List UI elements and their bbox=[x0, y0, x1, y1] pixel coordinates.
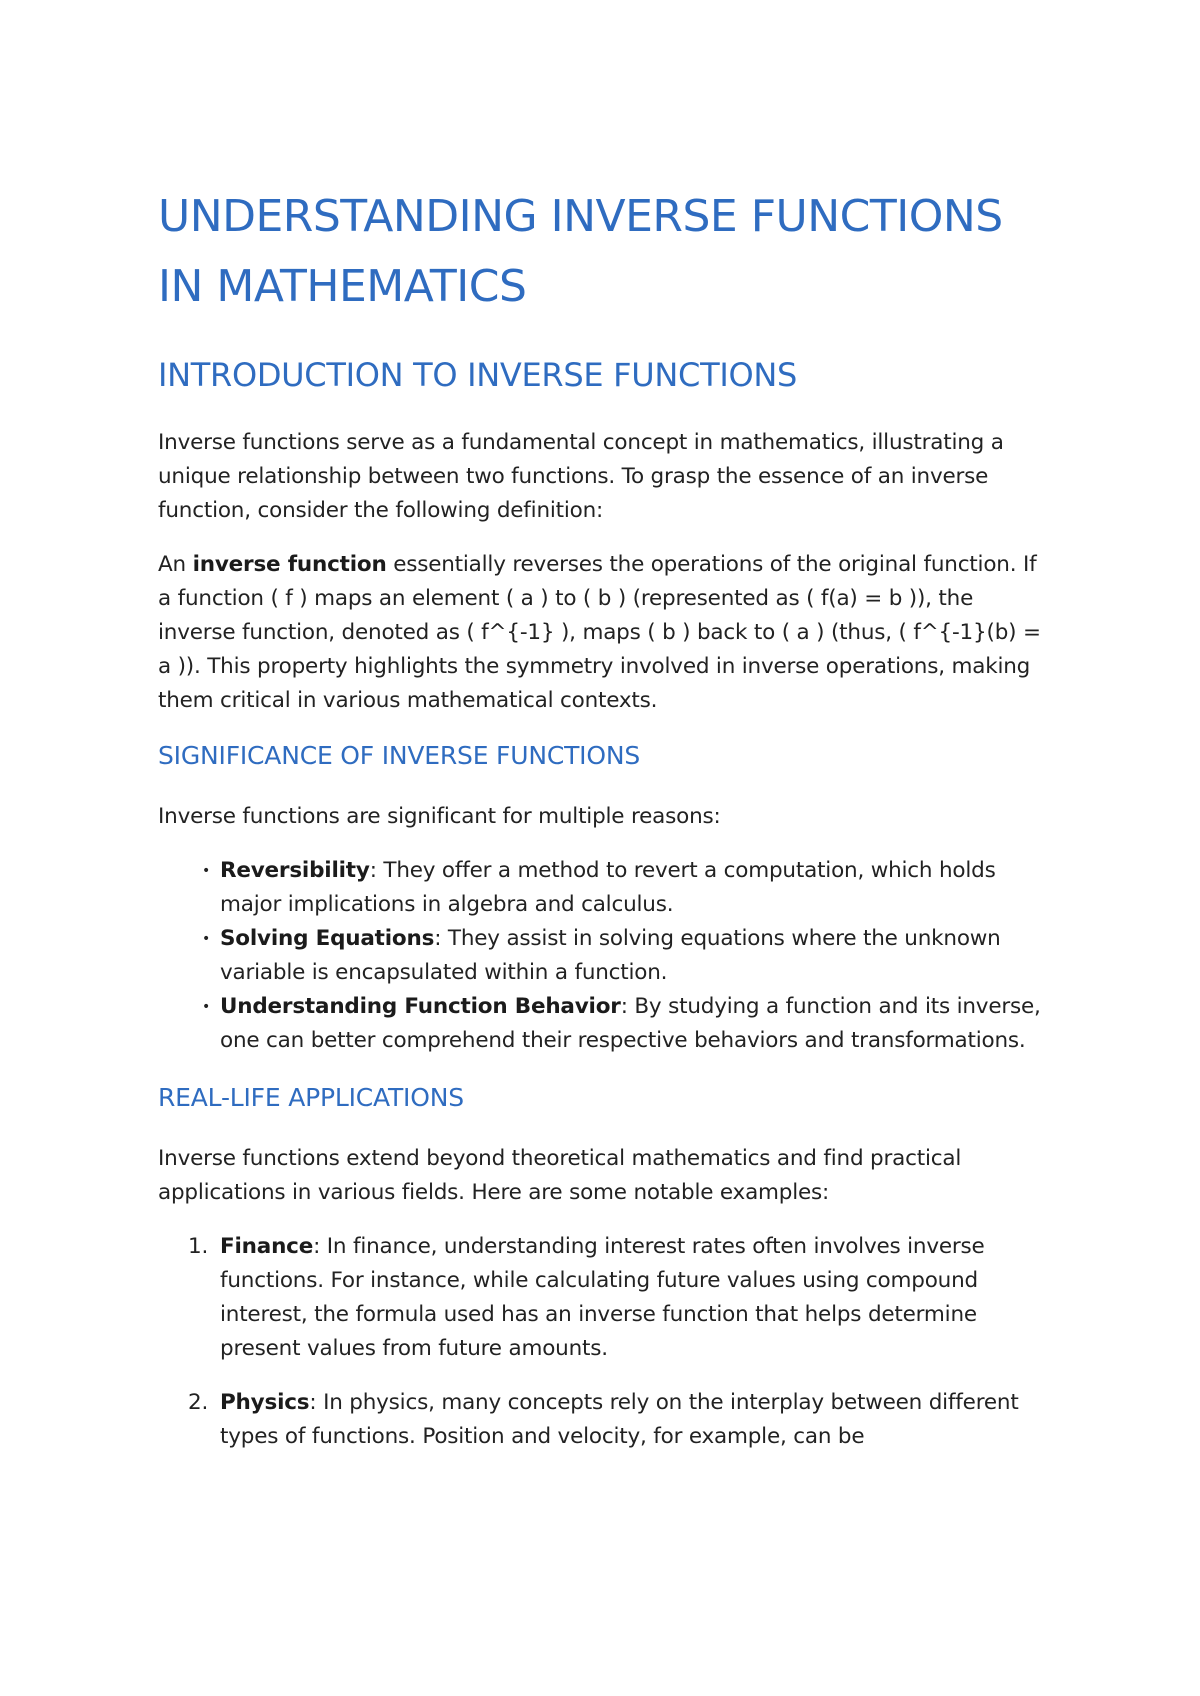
list-item-text: : They offer a method to revert a computation, which holds major implications in algebra and calculus. bbox=[220, 858, 996, 917]
significance-heading: SIGNIFICANCE OF INVERSE FUNCTIONS bbox=[158, 741, 640, 770]
intro-p2-prefix: An bbox=[158, 552, 193, 577]
applications-lead: Inverse functions extend beyond theoretical mathematics and find practical applications in various fields. Here are some notable examples: bbox=[158, 1146, 962, 1205]
list-item-text: : They assist in solving equations where the unknown variable is encapsulated within a function. bbox=[220, 926, 1001, 985]
intro-p2-rest: essentially reverses the operations of the original function. If a function ( f ) maps an element ( a ) to ( b ) (represented as ( f(a) = b )), the inverse function, denoted as ( f^{-1} ), maps ( b ) back to ( a ) (thus, ( f^{-1}(b) = a )). This property highlights the symmetry involved in inverse operations, making them critical in various mathematical contexts. bbox=[158, 552, 1041, 713]
document-title: UNDERSTANDING INVERSE FUNCTIONS IN MATHEMATICS bbox=[158, 191, 1003, 312]
list-item-term: Reversibility bbox=[220, 858, 370, 883]
list-item bbox=[202, 922, 1050, 990]
intro-p2-bold-term: inverse function bbox=[192, 552, 387, 577]
list-item-text: : By studying a function and its inverse, one can better comprehend their respective behaviors and transformations. bbox=[220, 994, 1041, 1053]
list-item bbox=[202, 990, 1050, 1058]
list-item-text: : In physics, many concepts rely on the interplay between different types of functions. Position and velocity, for example, can be bbox=[220, 1390, 1019, 1449]
significance-list bbox=[202, 854, 1050, 1058]
list-item-term: Solving Equations bbox=[220, 926, 435, 951]
intro-paragraph-1: Inverse functions serve as a fundamental concept in mathematics, illustrating a unique relationship between two functions. To grasp the essence of an inverse function, consider the following definition: bbox=[158, 430, 1004, 523]
bullet-icon: • bbox=[202, 931, 211, 947]
bullet-icon: • bbox=[202, 863, 211, 879]
list-item bbox=[188, 1386, 1050, 1454]
list-item-term: Physics bbox=[220, 1390, 310, 1415]
intro-heading: INTRODUCTION TO INVERSE FUNCTIONS bbox=[158, 356, 797, 394]
list-item-term: Understanding Function Behavior bbox=[220, 994, 621, 1019]
list-item-number: 2. bbox=[188, 1390, 209, 1415]
intro-paragraph-2 bbox=[158, 548, 1050, 718]
bullet-icon: • bbox=[202, 999, 211, 1015]
applications-heading: REAL-LIFE APPLICATIONS bbox=[158, 1083, 464, 1112]
list-item bbox=[202, 854, 1050, 922]
significance-lead: Inverse functions are significant for multiple reasons: bbox=[158, 804, 721, 829]
list-item-number: 1. bbox=[188, 1234, 209, 1259]
list-item bbox=[188, 1230, 1050, 1366]
applications-list bbox=[188, 1230, 1050, 1454]
list-item-text: : In finance, understanding interest rates often involves inverse functions. For instance, while calculating future values using compound interest, the formula used has an inverse function that helps determine present values from future amounts. bbox=[220, 1234, 985, 1361]
list-item-term: Finance bbox=[220, 1234, 314, 1259]
